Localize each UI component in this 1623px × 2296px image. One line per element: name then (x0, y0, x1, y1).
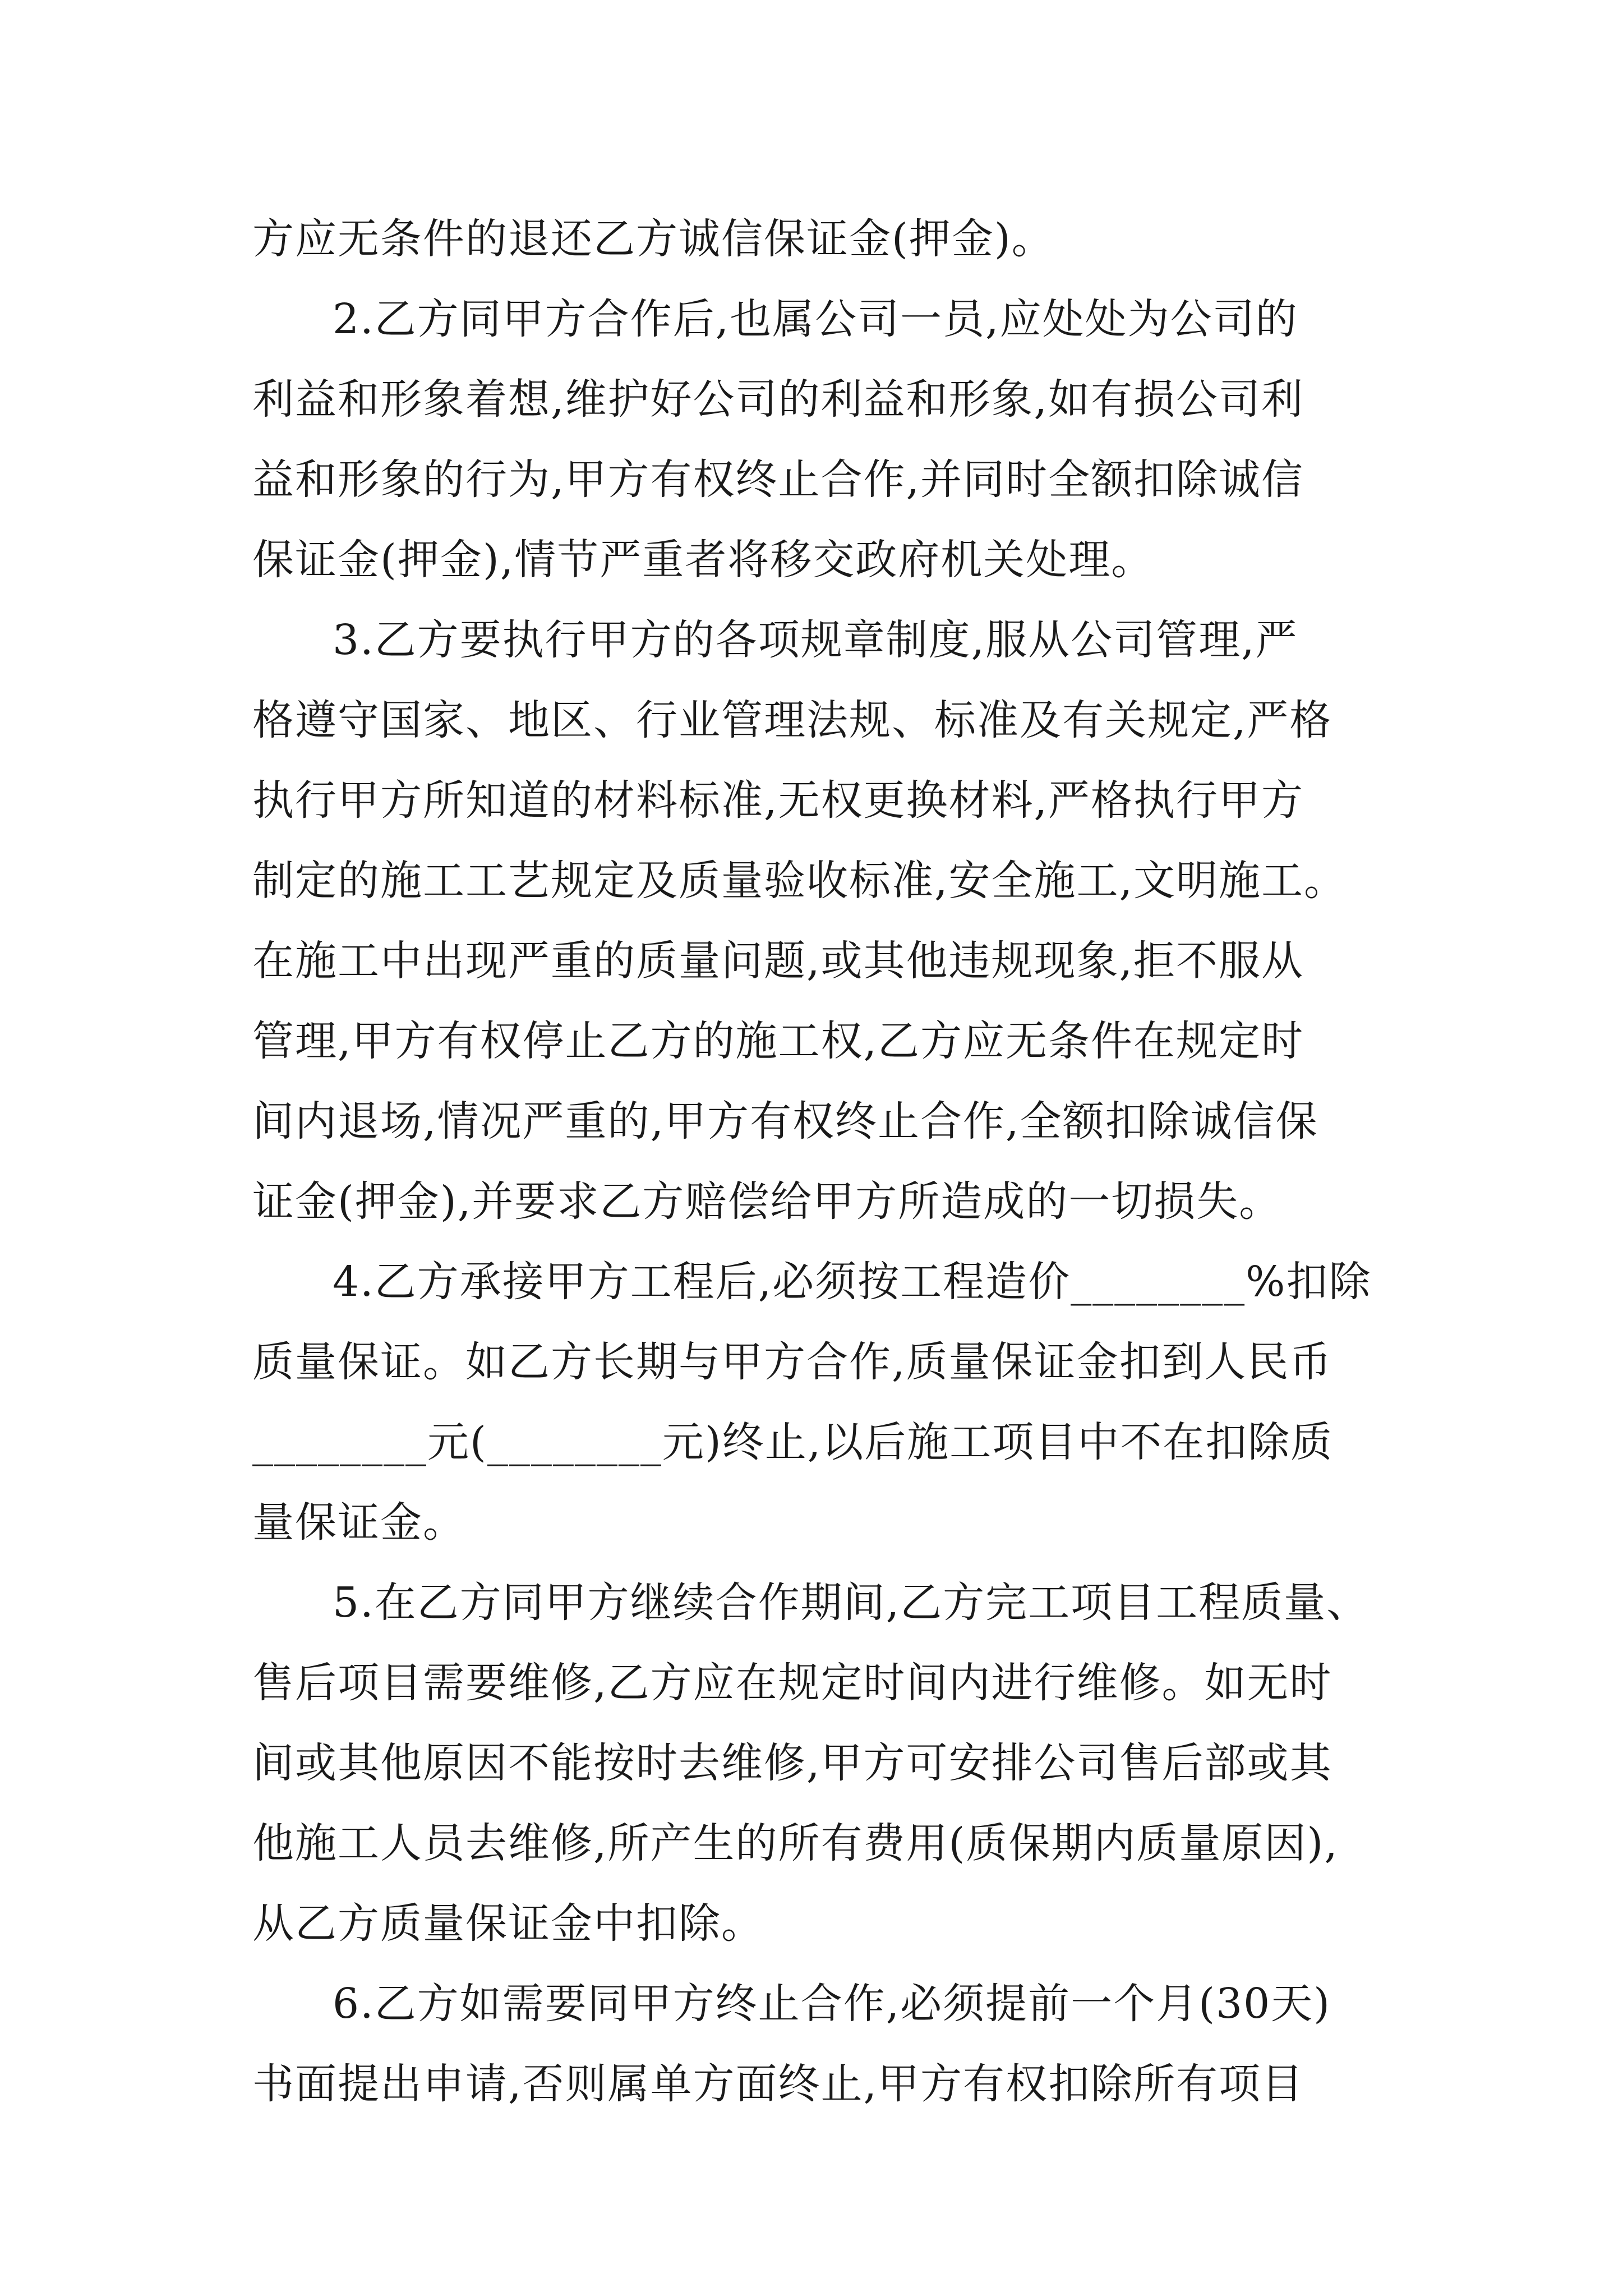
text-line: 益和形象的行为,甲方有权终止合作,并同时全额扣除诚信 (252, 455, 1304, 504)
text-line: 方应无条件的退还乙方诚信保证金(押金)。 (252, 215, 1054, 263)
text-line: 保证金(押金),情节严重者将移交政府机关处理。 (252, 536, 1154, 584)
text-line: 在施工中出现严重的质量问题,或其他违规现象,拒不服从 (252, 937, 1304, 985)
text-line: 书面提出申请,否则属单方面终止,甲方有权扣除所有项目 (252, 2060, 1304, 2108)
text-line: 3.乙方要执行甲方的各项规章制度,服从公司管理,严 (333, 616, 1298, 664)
text-line: 6.乙方如需要同甲方终止合作,必须提前一个月(30天) (333, 1980, 1331, 2028)
text-line: 管理,甲方有权停止乙方的施工权,乙方应无条件在规定时 (252, 1017, 1304, 1065)
text-line: 制定的施工工艺规定及质量验收标准,安全施工,文明施工。 (252, 857, 1347, 905)
text-line: 量保证金。 (252, 1498, 465, 1547)
text-line: 格遵守国家、地区、行业管理法规、标准及有关规定,严格 (252, 696, 1332, 744)
text-line: 4.乙方承接甲方工程后,必须按工程造价________%扣除 (333, 1258, 1372, 1306)
text-line: 间内退场,情况严重的,甲方有权终止合作,全额扣除诚信保 (252, 1097, 1318, 1145)
text-line: 从乙方质量保证金中扣除。 (252, 1899, 764, 1948)
text-line: 利益和形象着想,维护好公司的利益和形象,如有损公司利 (252, 375, 1304, 424)
text-line: 5.在乙方同甲方继续合作期间,乙方完工项目工程质量、 (333, 1579, 1370, 1627)
text-line: 他施工人员去维修,所产生的所有费用(质保期内质量原因), (252, 1819, 1339, 1867)
text-line: 质量保证。如乙方长期与甲方合作,质量保证金扣到人民币 (252, 1338, 1332, 1386)
text-line: ________元(________元)终止,以后施工项目中不在扣除质 (252, 1418, 1334, 1466)
text-line: 2.乙方同甲方合作后,也属公司一员,应处处为公司的 (333, 295, 1298, 343)
text-line: 证金(押金),并要求乙方赔偿给甲方所造成的一切损失。 (252, 1177, 1282, 1226)
text-line: 售后项目需要维修,乙方应在规定时间内进行维修。如无时 (252, 1659, 1332, 1707)
text-line: 间或其他原因不能按时去维修,甲方可安排公司售后部或其 (252, 1739, 1332, 1787)
text-line: 执行甲方所知道的材料标准,无权更换材料,严格执行甲方 (252, 776, 1304, 825)
